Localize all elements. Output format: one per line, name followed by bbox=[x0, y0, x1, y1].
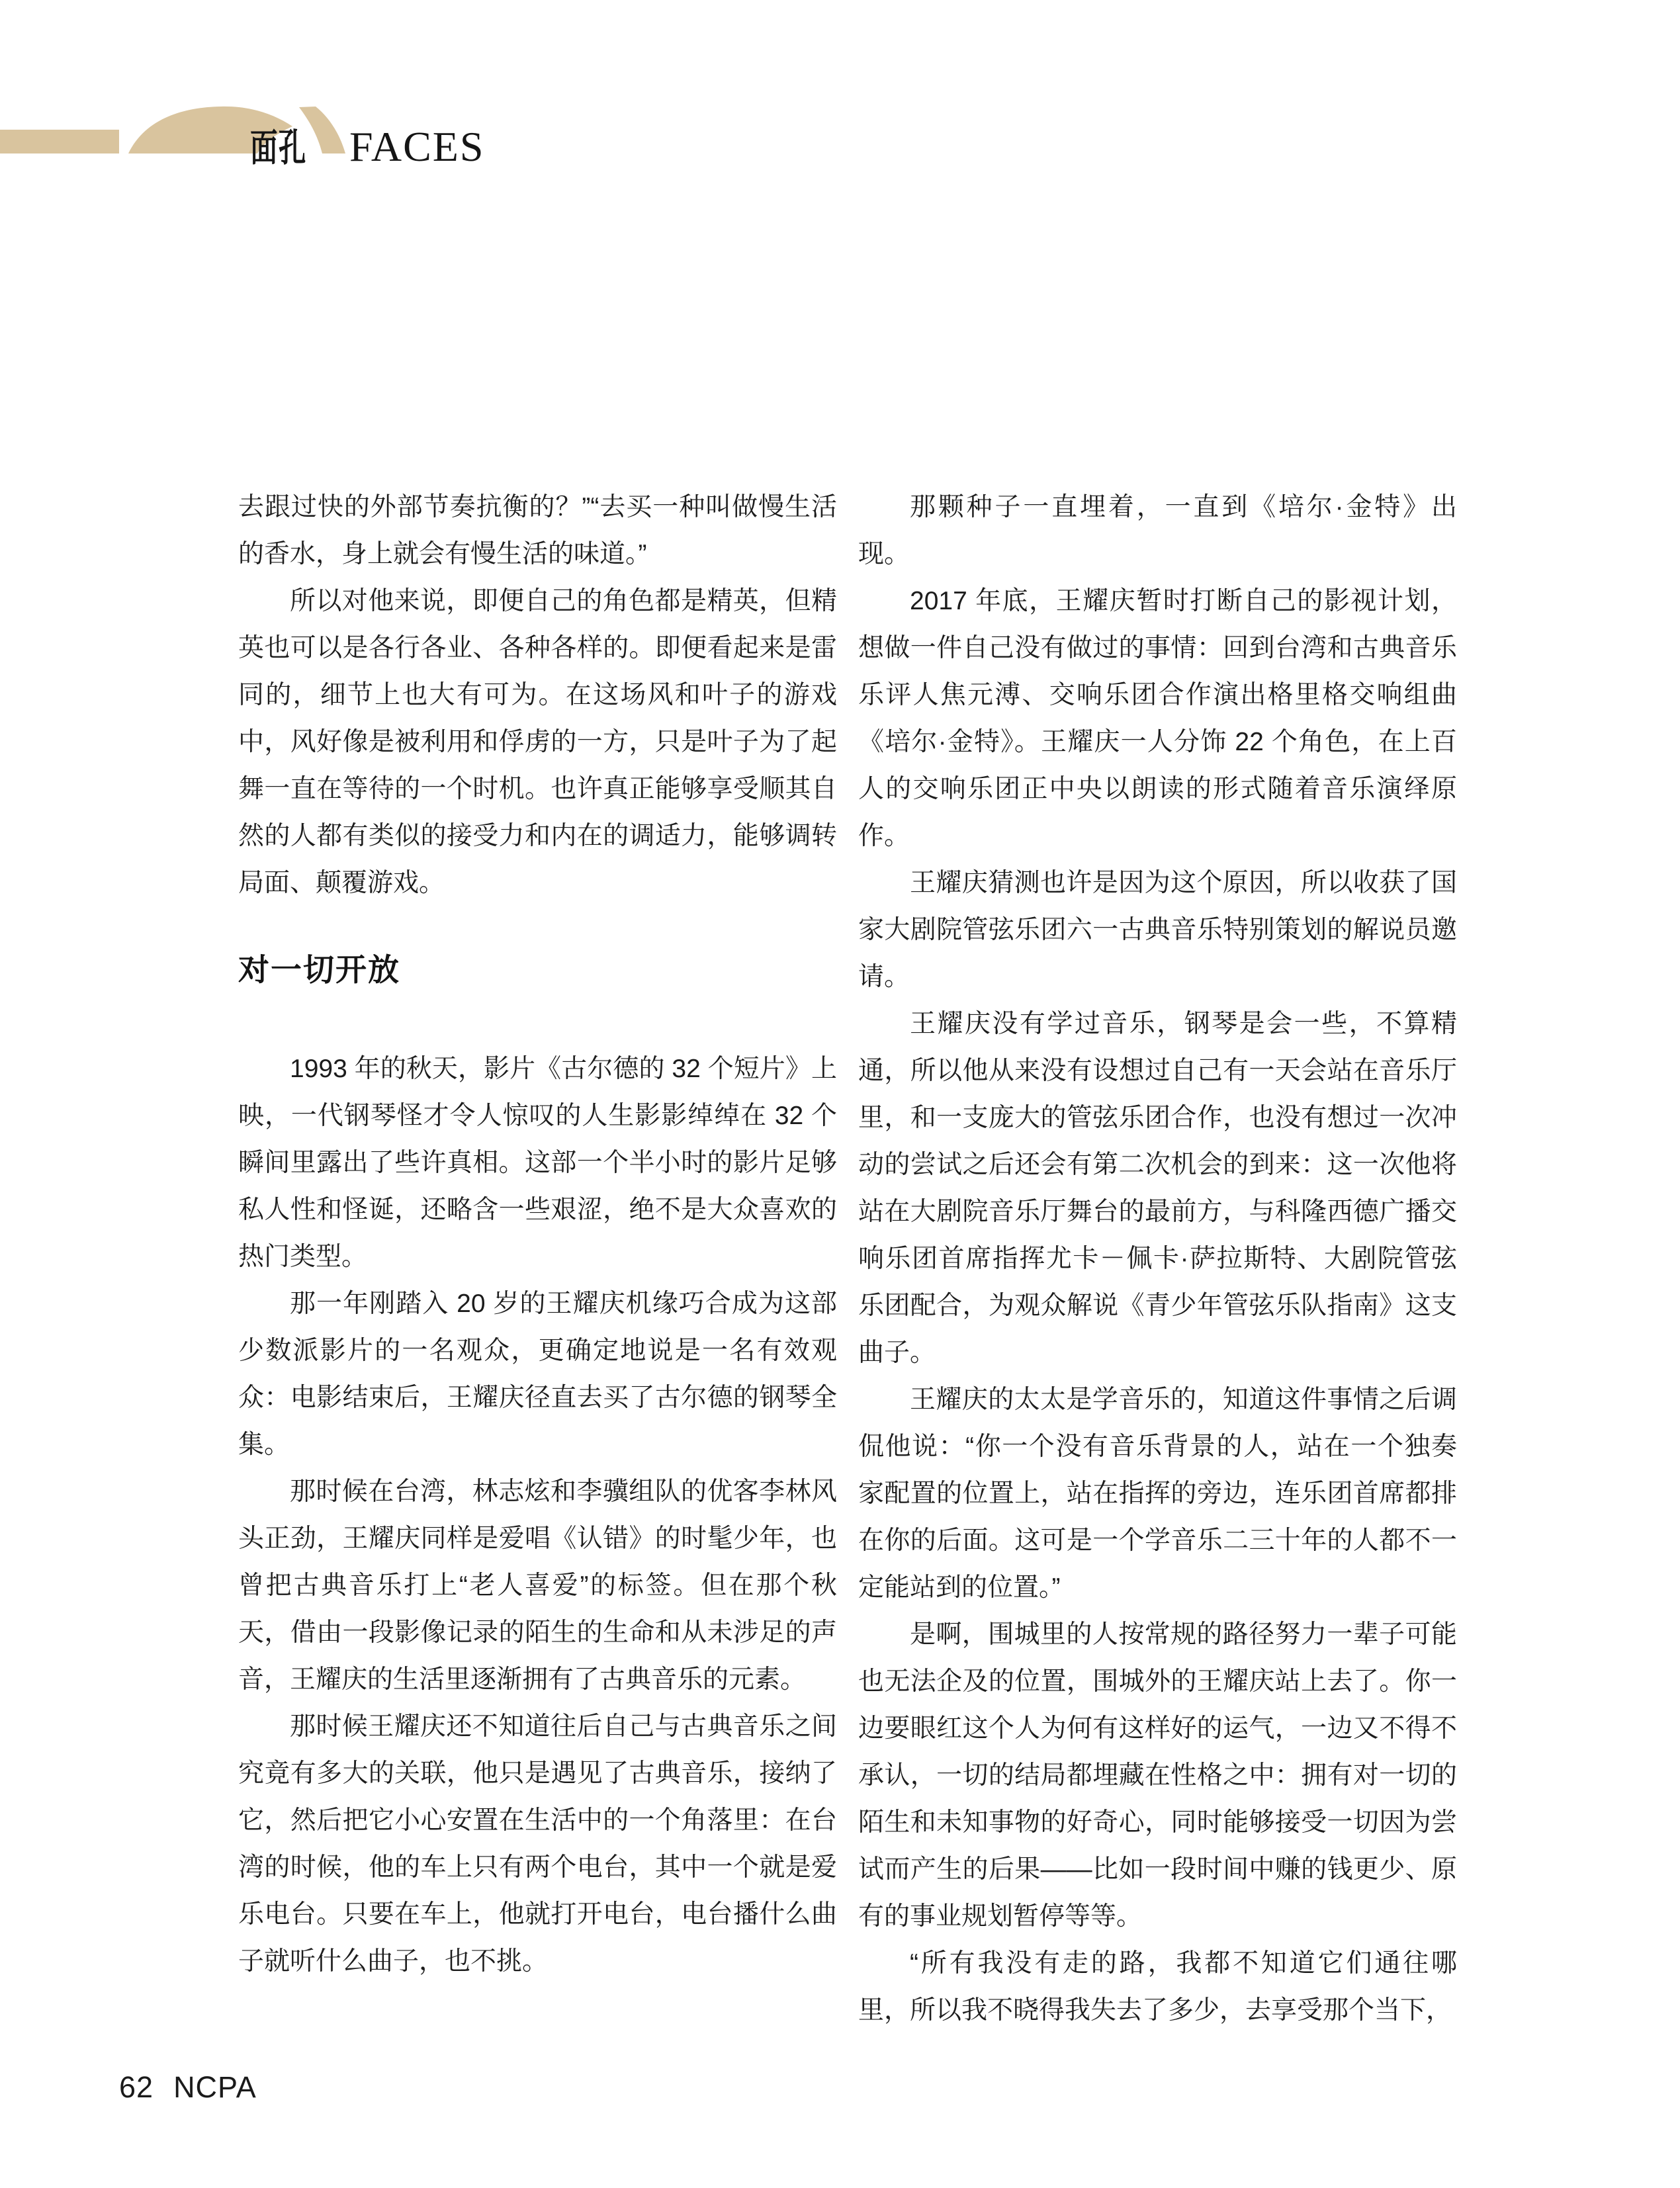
left-column bbox=[238, 484, 837, 1985]
paragraph: 那一年刚踏入 20 岁的王耀庆机缘巧合成为这部少数派影片的一名观众，更确定地说是一名有效观众：电影结束后，王耀庆径直去买了古尔德的钢琴全集。 bbox=[238, 1290, 837, 1459]
paragraph: 王耀庆没有学过音乐，钢琴是会一些，不算精通，所以他从来没有设想过自己有一天会站在音乐厅里，和一支庞大的管弦乐团合作，也没有想过一次冲动的尝试之后还会有第二次机会的到来：这一次他将站在大剧院音乐厅舞台的最前方，与科隆西德广播交响乐团首席指挥尤卡－佩卡·萨拉斯特、大剧院管弦乐团配合，为观众解说《青少年管弦乐队指南》这支曲子。 bbox=[858, 1010, 1457, 1367]
paragraph: 王耀庆的太太是学音乐的，知道这件事情之后调侃他说：“你一个没有音乐背景的人，站在一个独奏家配置的位置上，站在指挥的旁边，连乐团首席都排在你的后面。这可是一个学音乐二三十年的人都不一定能站到的位置。” bbox=[858, 1385, 1457, 1602]
swoosh-bar bbox=[0, 130, 119, 153]
page-number: 62 bbox=[119, 2070, 154, 2104]
paragraph: 是啊，围城里的人按常规的路径努力一辈子可能也无法企及的位置，围城外的王耀庆站上去了。你一边要眼红这个人为何有这样好的运气，一边又不得不承认，一切的结局都埋藏在性格之中：拥有对一切的陌生和未知事物的好奇心，同时能够接受一切因为尝试而产生的后果——比如一段时间中赚的钱更少、原有的事业规划暂停等等。 bbox=[858, 1620, 1457, 1931]
paragraph: 所以对他来说，即便自己的角色都是精英，但精英也可以是各行各业、各种各样的。即便看起来是雷同的，细节上也大有可为。在这场风和叶子的游戏中，风好像是被利用和俘虏的一方，只是叶子为了起舞一直在等待的一个时机。也许真正能够享受顺其自然的人都有类似的接受力和内在的调适力，能够调转局面、颠覆游戏。 bbox=[238, 587, 837, 897]
section-heading: 对一切开放 bbox=[238, 952, 400, 987]
paragraph: 1993 年的秋天，影片《古尔德的 32 个短片》上映，一代钢琴怪才令人惊叹的人生影影绰绰在 32 个瞬间里露出了些许真相。这部一个半小时的影片足够私人性和怪诞，还略含一些艰涩，绝不是大众喜欢的热门类型。 bbox=[238, 1055, 837, 1271]
section-title-zh: 面孔 bbox=[250, 126, 307, 169]
paragraph: 那颗种子一直埋着，一直到《培尔·金特》出现。 bbox=[858, 493, 1457, 568]
page-footer bbox=[119, 2071, 257, 2104]
paragraph: 2017 年底，王耀庆暂时打断自己的影视计划，想做一件自己没有做过的事情：回到台湾和古典音乐乐评人焦元溥、交响乐团合作演出格里格交响组曲《培尔·金特》。王耀庆一人分饰 22 个角色，在上百人的交响乐团正中央以朗读的形式随着音乐演绎原作。 bbox=[858, 587, 1457, 850]
paragraph: 王耀庆猜测也许是因为这个原因，所以收获了国家大剧院管弦乐团六一古典音乐特别策划的解说员邀请。 bbox=[858, 869, 1457, 991]
right-column bbox=[858, 484, 1457, 2034]
paragraph: 那时候在台湾，林志炫和李骥组队的优客李林风头正劲，王耀庆同样是爱唱《认错》的时髦少年，也曾把古典音乐打上“老人喜爱”的标签。但在那个秋天，借由一段影像记录的陌生的生命和从未涉足的声音，王耀庆的生活里逐渐拥有了古典音乐的元素。 bbox=[238, 1477, 837, 1694]
paragraph: “所有我没有走的路，我都不知道它们通往哪里，所以我不晓得我失去了多少，去享受那个当下， bbox=[858, 1949, 1457, 2025]
section-title-en: FACES bbox=[349, 123, 485, 170]
paragraph: 去跟过快的外部节奏抗衡的？”“去买一种叫做慢生活的香水，身上就会有慢生活的味道。” bbox=[238, 493, 837, 568]
brand-name: NCPA bbox=[173, 2070, 257, 2104]
paragraph: 那时候王耀庆还不知道往后自己与古典音乐之间究竟有多大的关联，他只是遇见了古典音乐，接纳了它，然后把它小心安置在生活中的一个角落里：在台湾的时候，他的车上只有两个电台，其中一个就是爱乐电台。只要在车上，他就打开电台，电台播什么曲子就听什么曲子，也不挑。 bbox=[238, 1712, 837, 1976]
